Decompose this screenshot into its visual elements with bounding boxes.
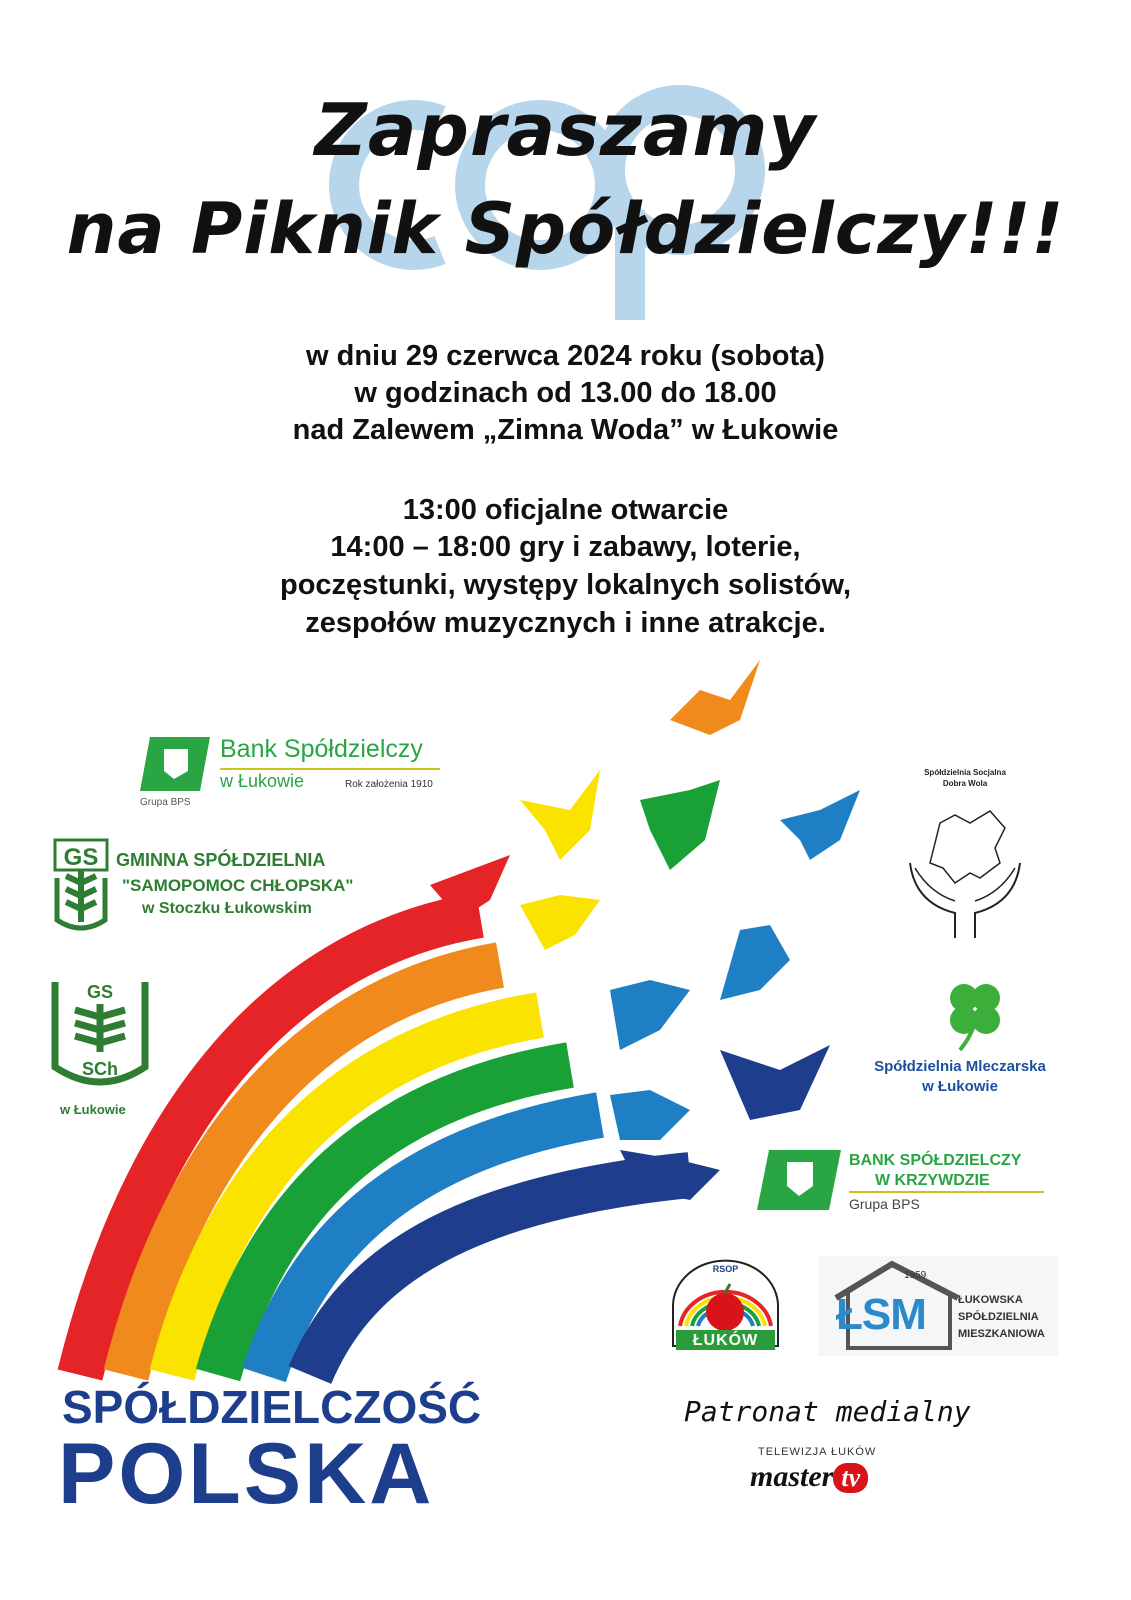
patronage-label: Patronat medialny: [684, 1395, 971, 1428]
title-line-1: Zapraszamy: [314, 88, 817, 172]
bird-blue-4: [610, 1090, 690, 1140]
dobra-wola-line-2: Dobra Wola: [942, 779, 988, 788]
bird-green: [640, 780, 720, 870]
lsm-line-2: SPÓŁDZIELNIA: [958, 1311, 1039, 1323]
wheat-gear-icon: [52, 838, 110, 933]
bank-krzywda-line-1: BANK SPÓŁDZIELCZY: [849, 1152, 1022, 1169]
bank-logo-icon: [140, 735, 210, 793]
logo-mleczarska: [860, 978, 1060, 1103]
gs-sch-emblem-icon: [40, 972, 160, 1092]
mleczarska-line-2: w Łukowie: [922, 1078, 998, 1095]
program-line-4: zespołów muzycznych i inne atrakcje.: [305, 607, 826, 639]
svg-text:GS: GS: [86, 982, 114, 1002]
lsm-year: 1959: [904, 1270, 927, 1281]
bird-blue-3: [610, 980, 690, 1050]
gs-stoczek-line-1: GMINNA SPÓŁDZIELNIA: [116, 850, 326, 870]
logo-bank-krzywda: [757, 1148, 1057, 1218]
event-place: nad Zalewem „Zimna Woda” w Łukowie: [292, 414, 839, 446]
bird-navy-1: [720, 1045, 830, 1120]
bird-blue-1: [780, 790, 860, 860]
mleczarska-line-1: Spółdzielnia Mleczarska: [874, 1058, 1046, 1075]
slogan-line-1: SPÓŁDZIELCZOŚĆ: [62, 1381, 482, 1433]
bird-yellow-2: [520, 895, 600, 950]
bank-krzywda-group: Grupa BPS: [849, 1196, 920, 1212]
mastertv-logo: [750, 1460, 880, 1496]
bird-orange: [670, 660, 760, 735]
gs-stoczek-line-3: w Stoczku Łukowskim: [142, 900, 312, 917]
logo-dobra-wola: [895, 768, 1035, 943]
event-hours: w godzinach od 13.00 do 18.00: [354, 377, 777, 409]
mastertv-brand-a: master: [750, 1460, 834, 1493]
lsm-mark: ŁSM: [836, 1290, 926, 1339]
logo-bank-lukow: [140, 735, 450, 810]
gs-stoczek-line-2: "SAMOPOMOC CHŁOPSKA": [122, 876, 354, 895]
program-line-2: 14:00 – 18:00 gry i zabawy, loterie,: [330, 531, 801, 563]
program-line-1: 13:00 oficjalne otwarcie: [402, 494, 729, 526]
gs-lukow-city: w Łukowie: [60, 1102, 126, 1117]
bank-lukow-city: w Łukowie: [220, 771, 305, 791]
bank-lukow-name: Bank Spółdzielczy: [220, 735, 423, 763]
logo-gs-stoczek: [52, 838, 372, 933]
slogan-line-2: POLSKA: [58, 1426, 435, 1522]
bird-blue-2: [720, 925, 790, 1000]
mastertv-brand-b: tv: [833, 1463, 868, 1493]
program-line-3: poczęstunki, występy lokalnych solistów,: [279, 569, 852, 601]
logo-gs-lukow: [40, 972, 160, 1122]
bank-krzywda-line-2: W KRZYWDZIE: [875, 1172, 990, 1189]
title-line-2: na Piknik Spółdzielczy!!!: [66, 188, 1065, 270]
svg-text:GS: GS: [63, 844, 99, 871]
lsm-line-3: MIESZKANIOWA: [958, 1328, 1045, 1340]
svg-text:SCh: SCh: [82, 1059, 118, 1079]
logo-rsop: [668, 1256, 783, 1356]
rsop-top: RSOP: [712, 1264, 739, 1274]
bird-yellow-1: [520, 770, 600, 860]
bank-lukow-founded: Rok założenia 1910: [345, 779, 433, 790]
lsm-line-1: ŁUKOWSKA: [958, 1294, 1023, 1306]
tv-name: TELEWIZJA ŁUKÓW: [758, 1446, 877, 1458]
rsop-bottom: ŁUKÓW: [692, 1332, 759, 1349]
bank-lukow-group: Grupa BPS: [140, 797, 191, 808]
bank-krzywda-logo-icon: [757, 1148, 841, 1212]
logo-lsm: [818, 1256, 1058, 1356]
event-date: w dniu 29 czerwca 2024 roku (sobota): [306, 340, 825, 372]
dobra-wola-line-1: Spółdzielnia Socjalna: [924, 768, 1006, 777]
hands-map-icon: [895, 793, 1035, 943]
clover-icon: [940, 978, 1010, 1053]
